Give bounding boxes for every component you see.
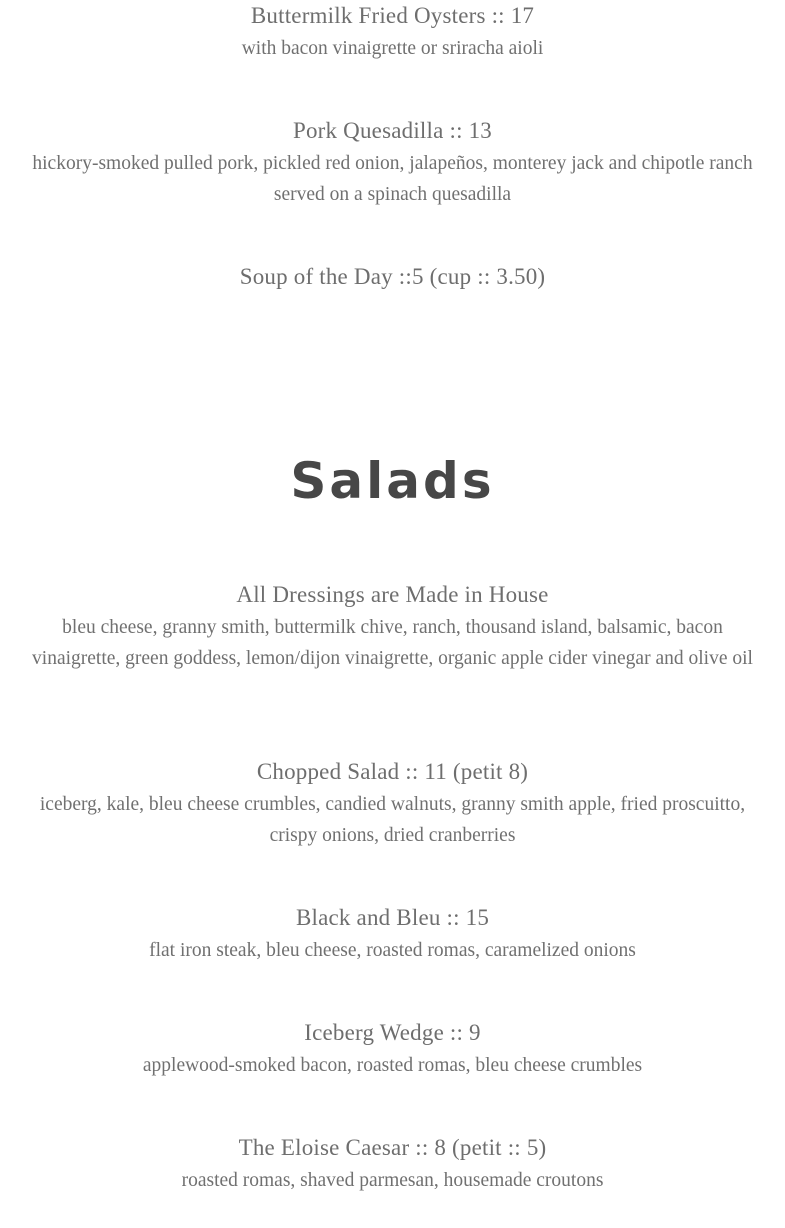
menu-item-soup-of-the-day <box>20 262 765 292</box>
menu-item-pork-quesadilla <box>20 116 765 210</box>
menu-item-description: roasted romas, shaved parmesan, housemade croutons <box>181 1170 604 1191</box>
section-heading-salads: Salads <box>290 452 495 510</box>
menu-item-title: Soup of the Day ::5 (cup :: 3.50) <box>239 264 546 289</box>
menu-item-iceberg-wedge <box>20 1018 765 1081</box>
menu-item-title: Pork Quesadilla :: 13 <box>292 118 493 143</box>
menu-item-title: The Eloise Caesar :: 8 (petit :: 5) <box>238 1135 547 1160</box>
menu-item-description: flat iron steak, bleu cheese, roasted romas, caramelized onions <box>149 940 636 961</box>
menu-item-description: applewood-smoked bacon, roasted romas, bleu cheese crumbles <box>142 1055 643 1076</box>
menu-item-eloise-caesar <box>20 1133 765 1196</box>
menu-item-description: bleu cheese, granny smith, buttermilk chive, ranch, thousand island, balsamic, bacon vinaigrette, green goddess, lemon/dijon vinaigrette, organic apple cider vinegar and olive oil <box>32 617 753 669</box>
menu-item-chopped-salad <box>20 757 765 851</box>
menu-item-fried-oysters <box>20 1 765 64</box>
menu-item-title: Chopped Salad :: 11 (petit 8) <box>256 759 529 784</box>
menu-item-description: with bacon vinaigrette or sriracha aioli <box>241 38 544 59</box>
menu-item-title: Black and Bleu :: 15 <box>295 905 490 930</box>
menu-item-description: iceberg, kale, bleu cheese crumbles, candied walnuts, granny smith apple, fried proscuitto, crispy onions, dried cranberries <box>39 794 746 846</box>
menu-item-title: Iceberg Wedge :: 9 <box>304 1020 481 1045</box>
menu-item-dressings <box>20 580 765 674</box>
menu-item-description: hickory-smoked pulled pork, pickled red onion, jalapeños, monterey jack and chipotle ranch served on a spinach quesadilla <box>32 153 753 205</box>
menu-item-black-and-bleu <box>20 903 765 966</box>
menu-item-title: All Dressings are Made in House <box>236 582 549 607</box>
menu-item-title: Buttermilk Fried Oysters :: 17 <box>250 3 535 28</box>
